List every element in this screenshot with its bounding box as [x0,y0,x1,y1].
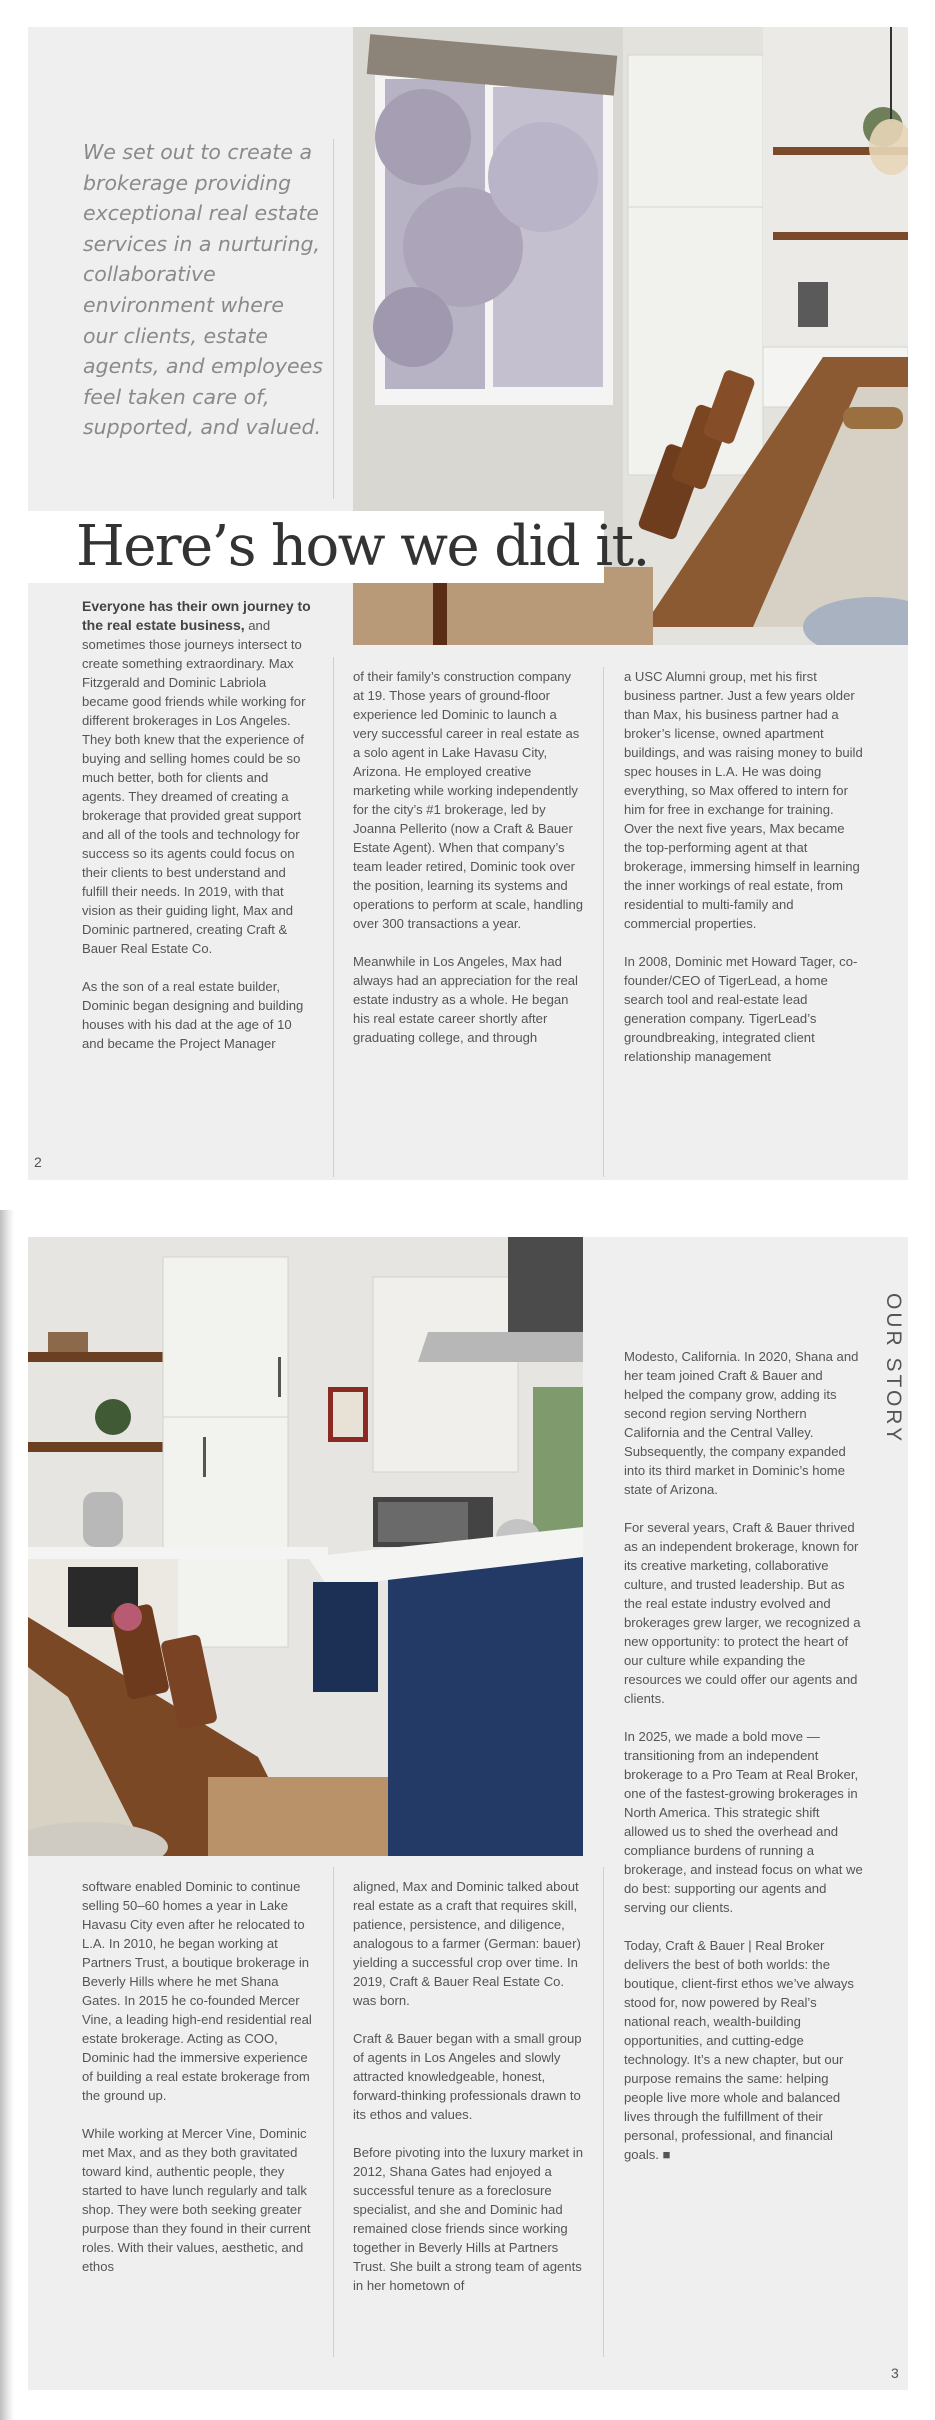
column-divider [603,667,604,1177]
paragraph: While working at Mercer Vine, Dominic met Max, and as they both gravitated toward kind, authentic people, they started to have lunch regularly and talk shop. They were both seeking greater purpose than they found in their current roles. With their values, aesthetic, and ethos [82,2126,311,2274]
kitchen-photo [28,1237,583,1856]
page3-column-2 [353,1877,585,2295]
intro-rest-text: and sometimes those journeys intersect to create something extraordinary. Max Fitzgerald and Dominic Labriola became good friends while working for different brokerages in Los Angeles. They both knew that the experience of buying and selling homes could be so much better, both for clients and agents. They dreamed of creating a brokerage that provided great support and all of the tools and technology for success so its agents could focus on their clients to best understand and fulfill their needs. In 2019, with that vision as their guiding light, Max and Dominic partnered, creating Craft & Bauer Real Estate Co. [82,618,306,956]
paragraph: In 2025, we made a bold move — transitioning from an independent brokerage to a Pro Team at Real Broker, one of the fastest-growing brokerages in North America. This strategic shift allowed us to shed the overhead and compliance burdens of running a brokerage, and instead focus on what we do best: supporting our agents and serving our clients. [624,1729,863,1915]
page3-column-3 [624,1347,864,2164]
page2-column-2 [353,667,583,1047]
quote-divider [333,139,334,499]
paragraph: Before pivoting into the luxury market in 2012, Shana Gates had enjoyed a successful tenure as a foreclosure specialist, and she and Dominic had remained close friends since working together in Beverly Hills at Partners Trust. She built a strong team of agents in her hometown of [353,2145,583,2293]
intro-bold-text: Everyone has their own journey to the real estate business, [82,598,311,633]
column-divider [603,1867,604,2357]
column-divider [333,1867,334,2357]
page-fold-shadow [0,1210,14,2420]
paragraph: Today, Craft & Bauer | Real Broker delivers the best of both worlds: the boutique, client-first ethos we’ve always stood for, now powered by Real’s national reach, wealth-building opportunities, and cutting-edge technology. It’s a new chapter, but our purpose remains the same: helping people live more whole and balanced lives through the fulfillment of their personal, professional, and financial goals. ■ [624,1938,854,2162]
page-number: 3 [891,2365,899,2381]
paragraph: In 2008, Dominic met Howard Tager, co-founder/CEO of TigerLead, a home search tool and real-estate lead generation company. TigerLead’s groundbreaking, integrated client relationship management [624,954,858,1064]
section-label: OUR STORY [882,1293,905,1445]
page-number: 2 [34,1154,42,1170]
intro-paragraph [82,597,312,958]
paragraph: For several years, Craft & Bauer thrived as an independent brokerage, known for its creative marketing, collaborative culture, and trusted leadership. But as the real estate industry evolved and brokerages grew larger, we recognized a new opportunity: to protect the heart of our culture while expanding the resources we could offer our agents and clients. [624,1520,861,1706]
paragraph: of their family’s construction company at 19. Those years of ground-floor experience led Dominic to launch a very successful career in real estate as a solo agent in Lake Havasu City, Arizona. He employed creative marketing while working independently for the city’s #1 brokerage, led by Joanna Pellerito (now a Craft & Bauer Estate Agent). When that company’s team leader retired, Dominic took over the position, learning its systems and operations to perform at scale, handling over 300 transactions a year. [353,669,584,931]
paragraph: aligned, Max and Dominic talked about real estate as a craft that requires skill, patience, persistence, and diligence, analogous to a farmer (German: bauer) yielding a successful crop over time. In 2019, Craft & Bauer Real Estate Co. was born. [353,1879,581,2008]
page2-column-1 [82,597,312,1053]
page-3 [28,1237,908,2390]
page-2 [28,27,908,1180]
paragraph: As the son of a real estate builder, Dominic began designing and building houses with his dad at the age of 10 and became the Project Manager [82,979,304,1051]
paragraph: Meanwhile in Los Angeles, Max had always had an appreciation for the real estate industry as a whole. He began his real estate career shortly after graduating college, and through [353,954,578,1045]
paragraph: a USC Alumni group, met his first business partner. Just a few years older than Max, his business partner had a broker’s license, owned apartment buildings, and was raising money to build spec houses in L.A. He was doing everything, so Max offered to intern for him for free in exchange for training. Over the next five years, Max became the top-performing agent at that brokerage, immersing himself in learning the inner workings of real estate, from residential to multi-family and commercial properties. [624,669,863,931]
column-divider [333,657,334,1177]
page2-column-3 [624,667,864,1066]
paragraph: Modesto, California. In 2020, Shana and her team joined Craft & Bauer and helped the company grow, adding its second region serving Northern California and the Central Valley. Subsequently, the company expanded into its third market in Dominic’s home state of Arizona. [624,1349,859,1497]
page3-column-1 [82,1877,314,2276]
paragraph: Craft & Bauer began with a small group of agents in Los Angeles and slowly attracted knowledgeable, honest, forward-thinking professionals drawn to its ethos and values. [353,2031,582,2122]
page-headline: Here’s how we did it. [76,514,649,579]
pull-quote: We set out to create a brokerage providing exceptional real estate services in a nurturing, collaborative environment where our clients, estate agents, and employees feel taken care of, supported, and valued. [83,140,323,440]
paragraph: software enabled Dominic to continue selling 50–60 homes a year in Lake Havasu City even after he relocated to L.A. In 2010, he began working at Partners Trust, a boutique brokerage in Beverly Hills where he met Shana Gates. In 2015 he co-founded Mercer Vine, a leading high-end residential real estate brokerage. Acting as COO, Dominic had the immersive experience of building a real estate brokerage from the ground up. [82,1879,312,2103]
